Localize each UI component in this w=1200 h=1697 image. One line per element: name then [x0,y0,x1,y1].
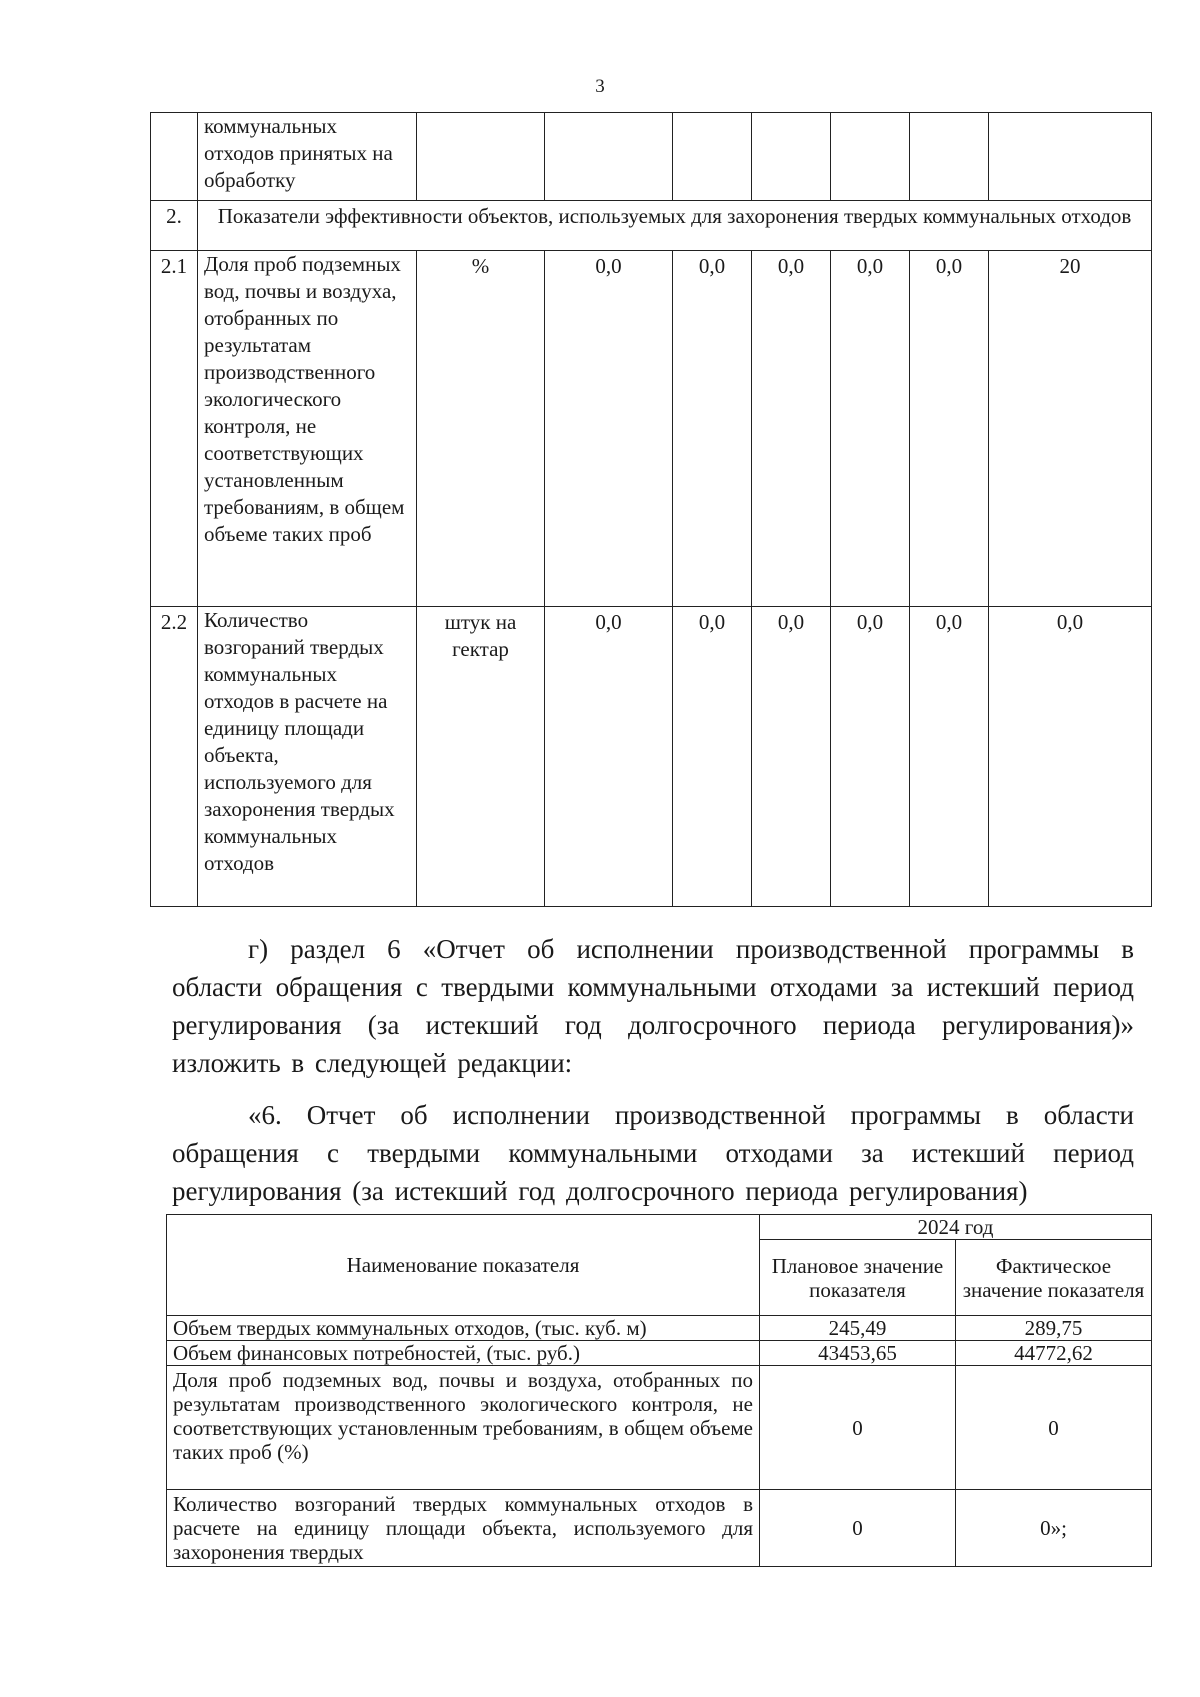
cell-value: 0,0 [545,251,673,607]
cell-value: 0,0 [831,607,910,907]
cell-value: 0,0 [989,607,1152,907]
section-number: 2. [151,201,198,251]
plan-value: 245,49 [760,1316,956,1341]
table-row [151,113,1152,201]
row-name: коммунальных отходов принятых на обработку [198,113,417,201]
cell-value: 0,0 [752,251,831,607]
row-name: Доля проб подземных вод, почвы и воздуха, отобранных по результатам производственного экологического контроля, не соответствующих установленным требованиям, в общем объеме таких проб (%) [167,1366,760,1490]
section-heading-paragraph: «6. Отчет об исполнении производственной программы в области обращения с твердыми коммунальными отходами за истекший период регулирования (за истекший год долгосрочного периода регулирования) [172,1100,1134,1206]
header-row [167,1215,1152,1240]
header-fact: Фактическое значение показателя [956,1240,1152,1316]
row-name: Доля проб подземных вод, почвы и воздуха, отобранных по результатам производственного экологического контроля, не соответствующих установленным требованиям, в общем объеме таких проб [198,251,417,607]
row-name: Количество возгораний твердых коммунальных отходов в расчете на единицу площади объекта, используемого для захоронения твердых коммунальных отходов [198,607,417,907]
header-name: Наименование показателя [167,1215,760,1316]
cell-value: 0,0 [831,251,910,607]
cell-value: 0,0 [673,607,752,907]
fact-value: 0»; [956,1490,1152,1567]
table-row [151,251,1152,607]
cell-value: 0,0 [673,251,752,607]
fact-value: 44772,62 [956,1341,1152,1366]
fact-value: 0 [956,1366,1152,1490]
row-number: 2.2 [151,607,198,907]
row-name: Объем финансовых потребностей, (тыс. руб.) [167,1341,760,1366]
cell-value: 0,0 [752,607,831,907]
plan-value: 0 [760,1366,956,1490]
cell-value: 20 [989,251,1152,607]
section-title: Показатели эффективности объектов, используемых для захоронения твердых коммунальных отходов [198,201,1152,251]
header-year: 2024 год [760,1215,1152,1240]
report-table [166,1214,1152,1567]
row-name: Объем твердых коммунальных отходов, (тыс. куб. м) [167,1316,760,1341]
row-unit: % [417,251,545,607]
table-row [151,607,1152,907]
cell-value: 0,0 [910,251,989,607]
cell-value: 0,0 [545,607,673,907]
amendment-paragraph: г) раздел 6 «Отчет об исполнении производственной программы в области обращения с твердыми коммунальными отходами за истекший период регулирования (за истекший год долгосрочного периода регулирования)» изложить в следующей редакции: [172,934,1134,1078]
fact-value: 289,75 [956,1316,1152,1341]
row-number: 2.1 [151,251,198,607]
section-row [151,201,1152,251]
table-row [167,1366,1152,1490]
row-name: Количество возгораний твердых коммунальных отходов в расчете на единицу площади объекта, используемого для захоронения твердых [167,1490,760,1567]
page-number: 3 [595,76,605,97]
table-row [167,1341,1152,1366]
header-plan: Плановое значение показателя [760,1240,956,1316]
plan-value: 0 [760,1490,956,1567]
indicators-table [150,112,1152,907]
table-row [167,1316,1152,1341]
cell-value: 0,0 [910,607,989,907]
plan-value: 43453,65 [760,1341,956,1366]
row-unit: штук на гектар [417,607,545,907]
table-row [167,1490,1152,1567]
